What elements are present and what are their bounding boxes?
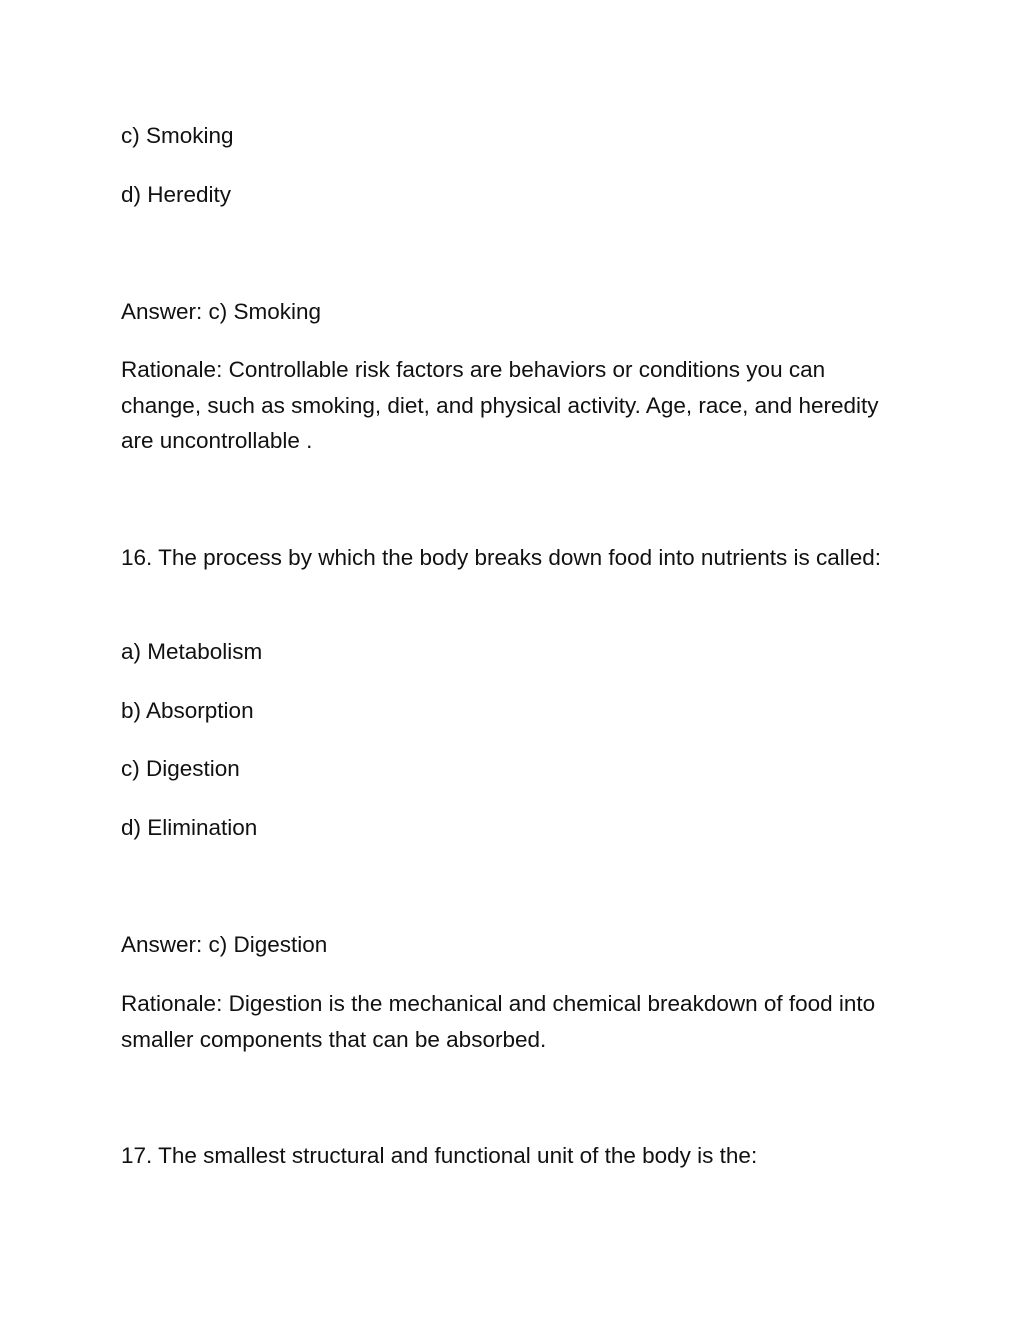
q16-option-a: a) Metabolism <box>121 639 263 664</box>
q17-question: 17. The smallest structural and functional unit of the body is the: <box>121 1143 758 1168</box>
q16-option-d: d) Elimination <box>121 815 258 840</box>
q15-answer: Answer: c) Smoking <box>121 299 322 324</box>
q16-option-c: c) Digestion <box>121 756 240 781</box>
q15-option-c: c) Smoking <box>121 123 234 148</box>
q16-answer: Answer: c) Digestion <box>121 932 328 957</box>
q15-option-d: d) Heredity <box>121 182 232 207</box>
q16-rationale: Rationale: Digestion is the mechanical and chemical breakdown of food into smaller components that can be absorbed. <box>121 991 876 1052</box>
q16-option-b: b) Absorption <box>121 698 254 723</box>
q16-question: 16. The process by which the body breaks down food into nutrients is called: <box>121 545 882 570</box>
q15-rationale: Rationale: Controllable risk factors are behaviors or conditions you can change, such as smoking, diet, and physical activity. Age, race, and heredity are uncontrollable . <box>121 357 879 453</box>
